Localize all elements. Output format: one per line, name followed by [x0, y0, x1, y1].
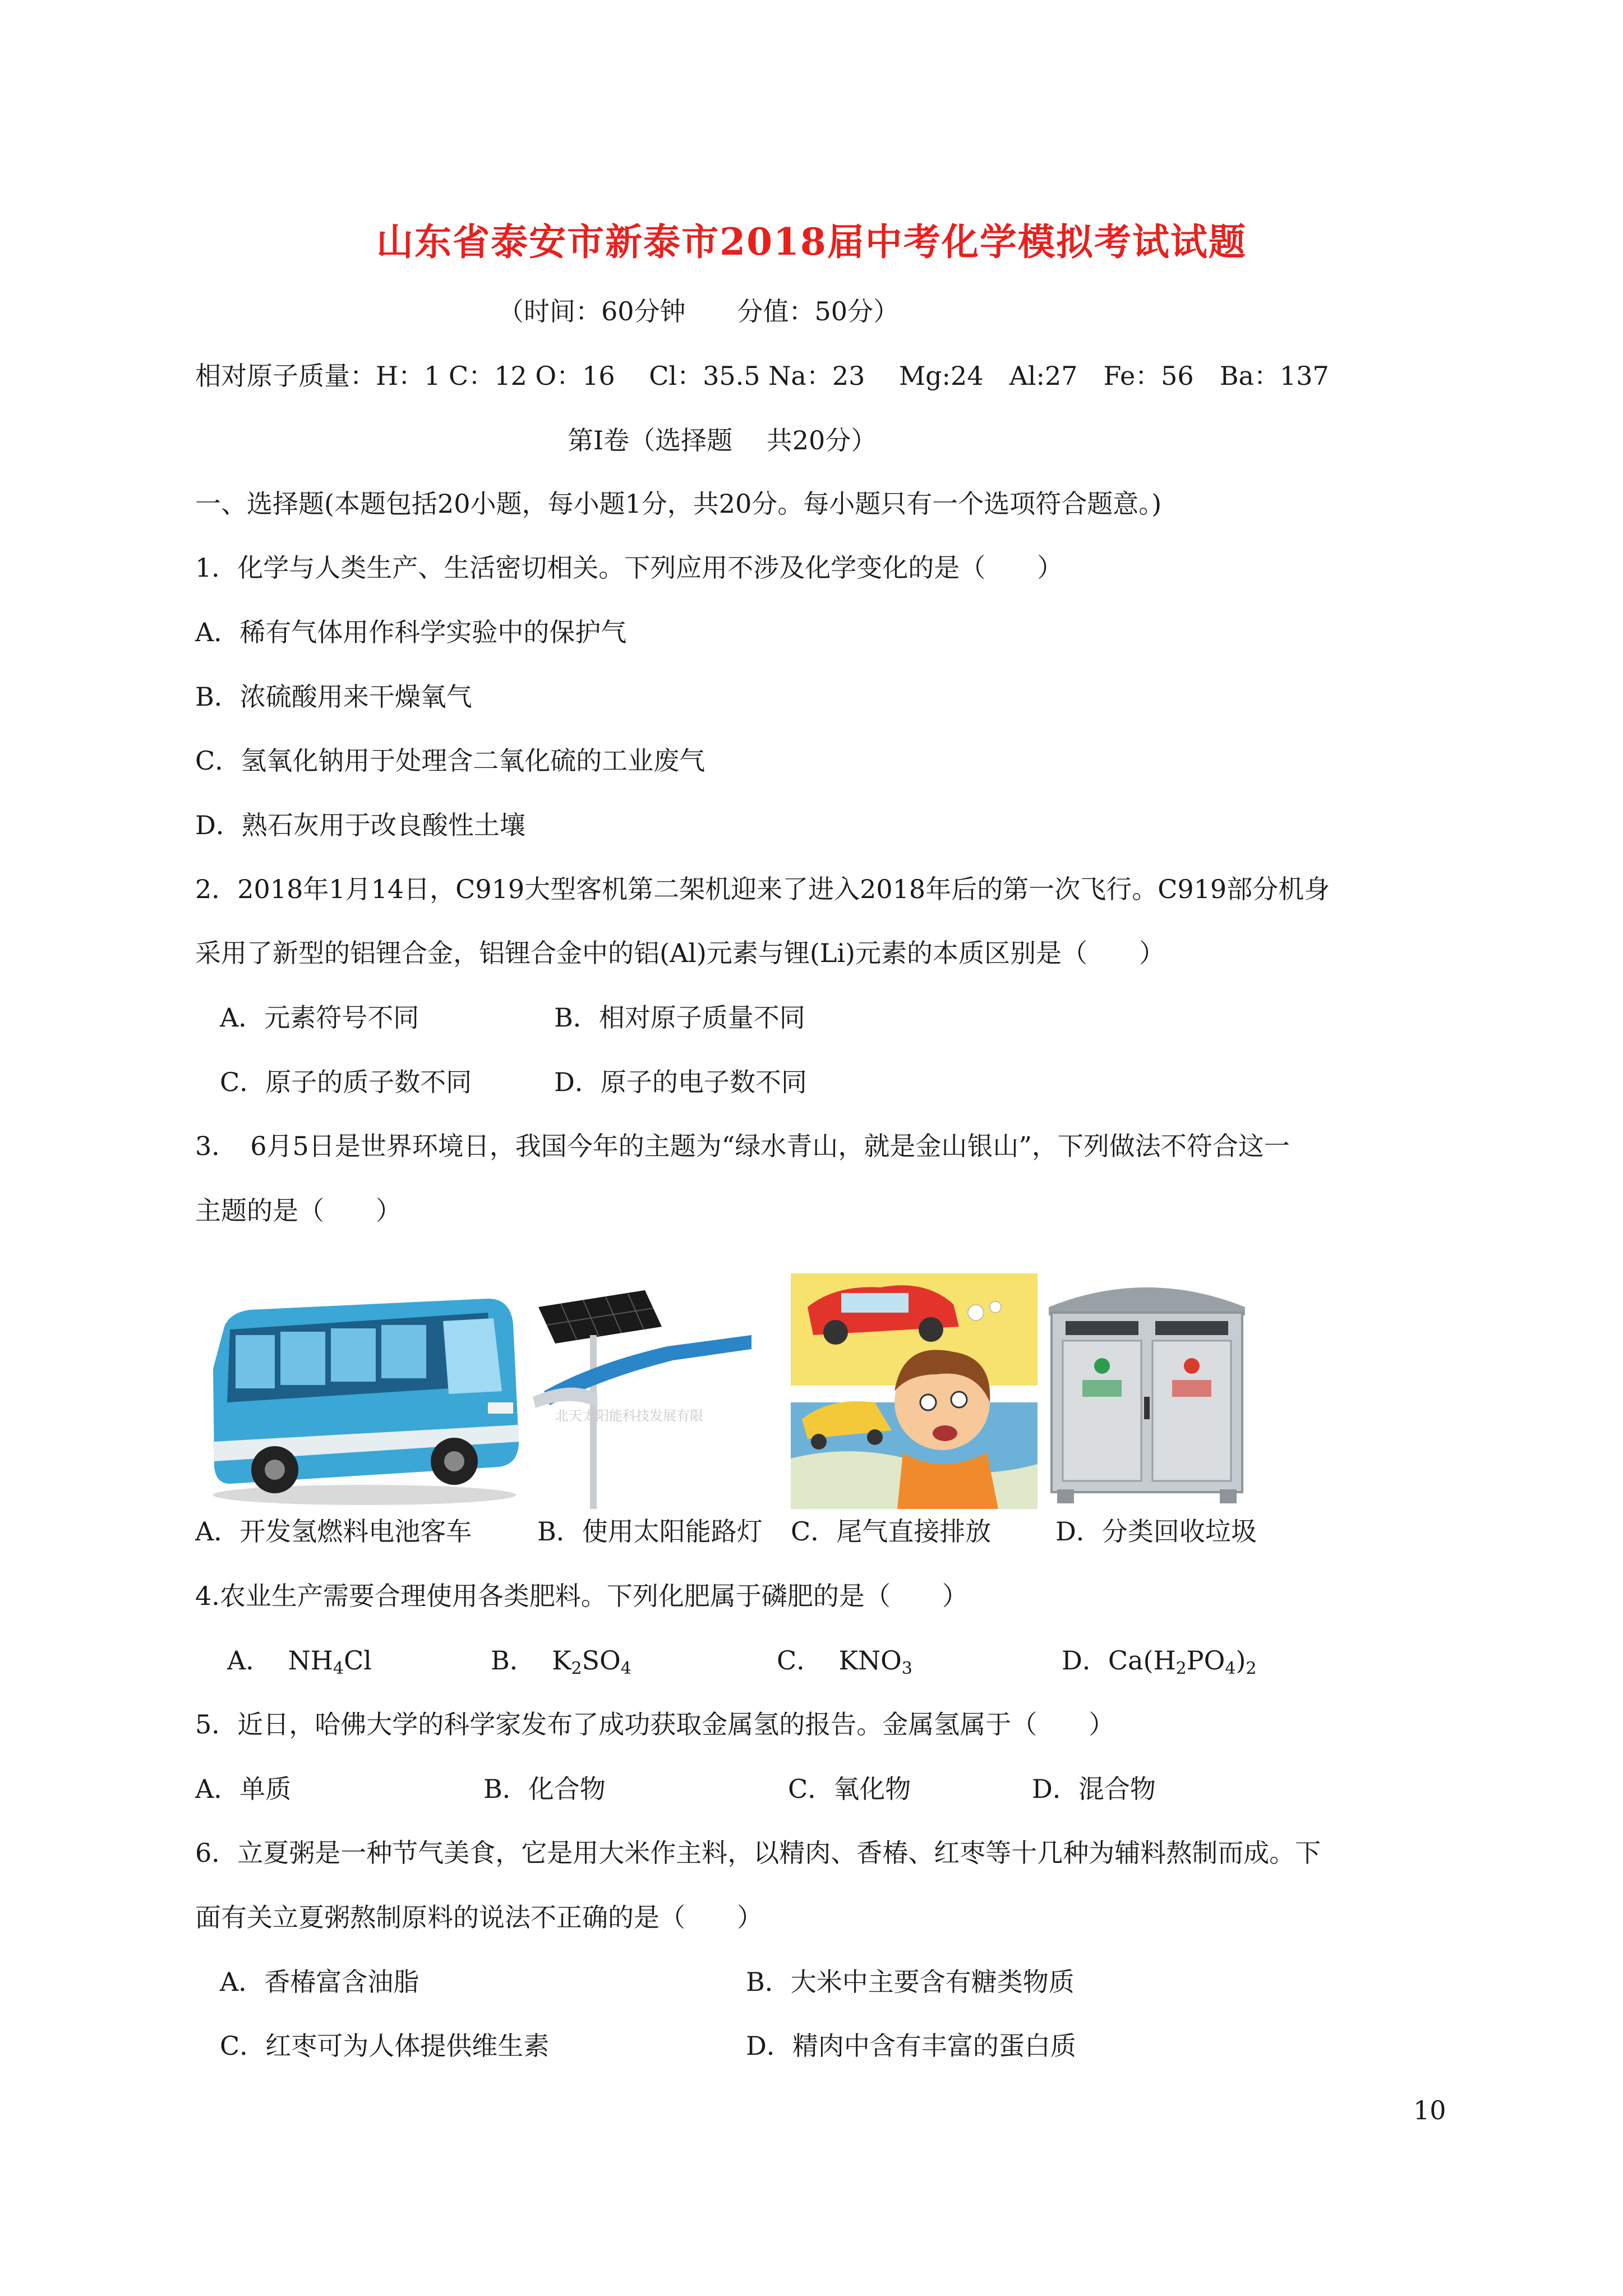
q3-option-a: A．开发氢燃料电池客车 — [195, 1516, 472, 1547]
exam-info: （时间：60分钟 分值：50分） — [498, 296, 900, 326]
q1-option-b: B．浓硫酸用来干燥氧气 — [195, 682, 472, 712]
q6-option-d: D．精肉中含有丰富的蛋白质 — [746, 2031, 1076, 2061]
solar-watermark: 北天太阳能科技发展有限 — [555, 1409, 703, 1424]
bus-image — [196, 1273, 524, 1509]
atomic-masses: 相对原子质量：H：1 C：12 O：16 Cl：35.5 Na：23 Mg:24 Al:27 Fe：56 Ba：137 — [195, 361, 1329, 391]
q5-option-b: B．化合物 — [483, 1774, 606, 1804]
page-number: 10 — [1413, 2095, 1446, 2125]
section-header: 第Ⅰ卷（选择题 共20分） — [568, 425, 877, 455]
q2-stem-line2: 采用了新型的铝锂合金，铝锂合金中的铝(Al)元素与锂(Li)元素的本质区别是（ ） — [195, 938, 1165, 968]
q4-option-d: D．$Ca(H_2PO_4)_2$ — [1062, 1645, 1257, 1678]
exhaust-cartoon-image — [791, 1273, 1038, 1509]
q2-stem-line1: 2．2018年1月14日，C919大型客机第二架机迎来了进入2018年后的第一次飞行。C919部分机身 — [195, 874, 1330, 904]
q4-option-c: C． $KNO_3$ — [777, 1645, 912, 1678]
solar-streetlight-image — [527, 1273, 774, 1509]
recycle-bin-image — [1043, 1273, 1251, 1509]
q1-stem: 1．化学与人类生产、生活密切相关。下列应用不涉及化学变化的是（ ） — [195, 553, 1063, 583]
q5-option-c: C．氧化物 — [788, 1774, 911, 1804]
q6-option-c: C．红枣可为人体提供维生素 — [220, 2031, 550, 2061]
q5-option-d: D．混合物 — [1032, 1774, 1156, 1804]
q1-option-d: D．熟石灰用于改良酸性土壤 — [195, 810, 525, 840]
q2-option-a: A．元素符号不同 — [220, 1002, 419, 1033]
q3-stem-line2: 主题的是（ ） — [195, 1195, 402, 1226]
q3-option-c: C．尾气直接排放 — [791, 1516, 992, 1547]
q6-stem-line1: 6．立夏粥是一种节气美食，它是用大米作主料，以精肉、香椿、红枣等十几种为辅料熬制而成。下 — [195, 1838, 1321, 1868]
q4-stem: 4.农业生产需要合理使用各类肥料。下列化肥属于磷肥的是（ ） — [195, 1581, 968, 1611]
q2-option-b: B．相对原子质量不同 — [554, 1002, 805, 1033]
q3-stem-line1: 3． 6月5日是世界环境日，我国今年的主题为“绿水青山，就是金山银山”，下列做法不符合这一 — [195, 1131, 1290, 1161]
q6-option-a: A．香椿富含油脂 — [220, 1967, 419, 1997]
q6-stem-line2: 面有关立夏粥熬制原料的说法不正确的是（ ） — [195, 1902, 763, 1932]
q3-option-d: D．分类回收垃圾 — [1055, 1516, 1257, 1547]
part-intro: 一、选择题(本题包括20小题，每小题1分，共20分。每小题只有一个选项符合题意。) — [195, 489, 1162, 519]
q2-option-c: C．原子的质子数不同 — [220, 1067, 472, 1097]
q4-option-a: A． $NH_4Cl$ — [227, 1645, 372, 1678]
q5-option-a: A．单质 — [195, 1774, 292, 1804]
q1-option-a: A．稀有气体用作科学实验中的保护气 — [195, 617, 627, 647]
q2-option-d: D．原子的电子数不同 — [554, 1067, 807, 1097]
exam-title: 山东省泰安市新泰市2018届中考化学模拟考试试题 — [376, 220, 1247, 264]
q6-option-b: B．大米中主要含有糖类物质 — [746, 1967, 1075, 1997]
q1-option-c: C．氢氧化钠用于处理含二氧化硫的工业废气 — [195, 746, 706, 776]
q4-option-b: B． $K_2SO_4$ — [491, 1645, 631, 1678]
q5-stem: 5．近日，哈佛大学的科学家发布了成功获取金属氢的报告。金属氢属于（ ） — [195, 1709, 1115, 1740]
q3-option-b: B．使用太阳能路灯 — [537, 1516, 763, 1547]
